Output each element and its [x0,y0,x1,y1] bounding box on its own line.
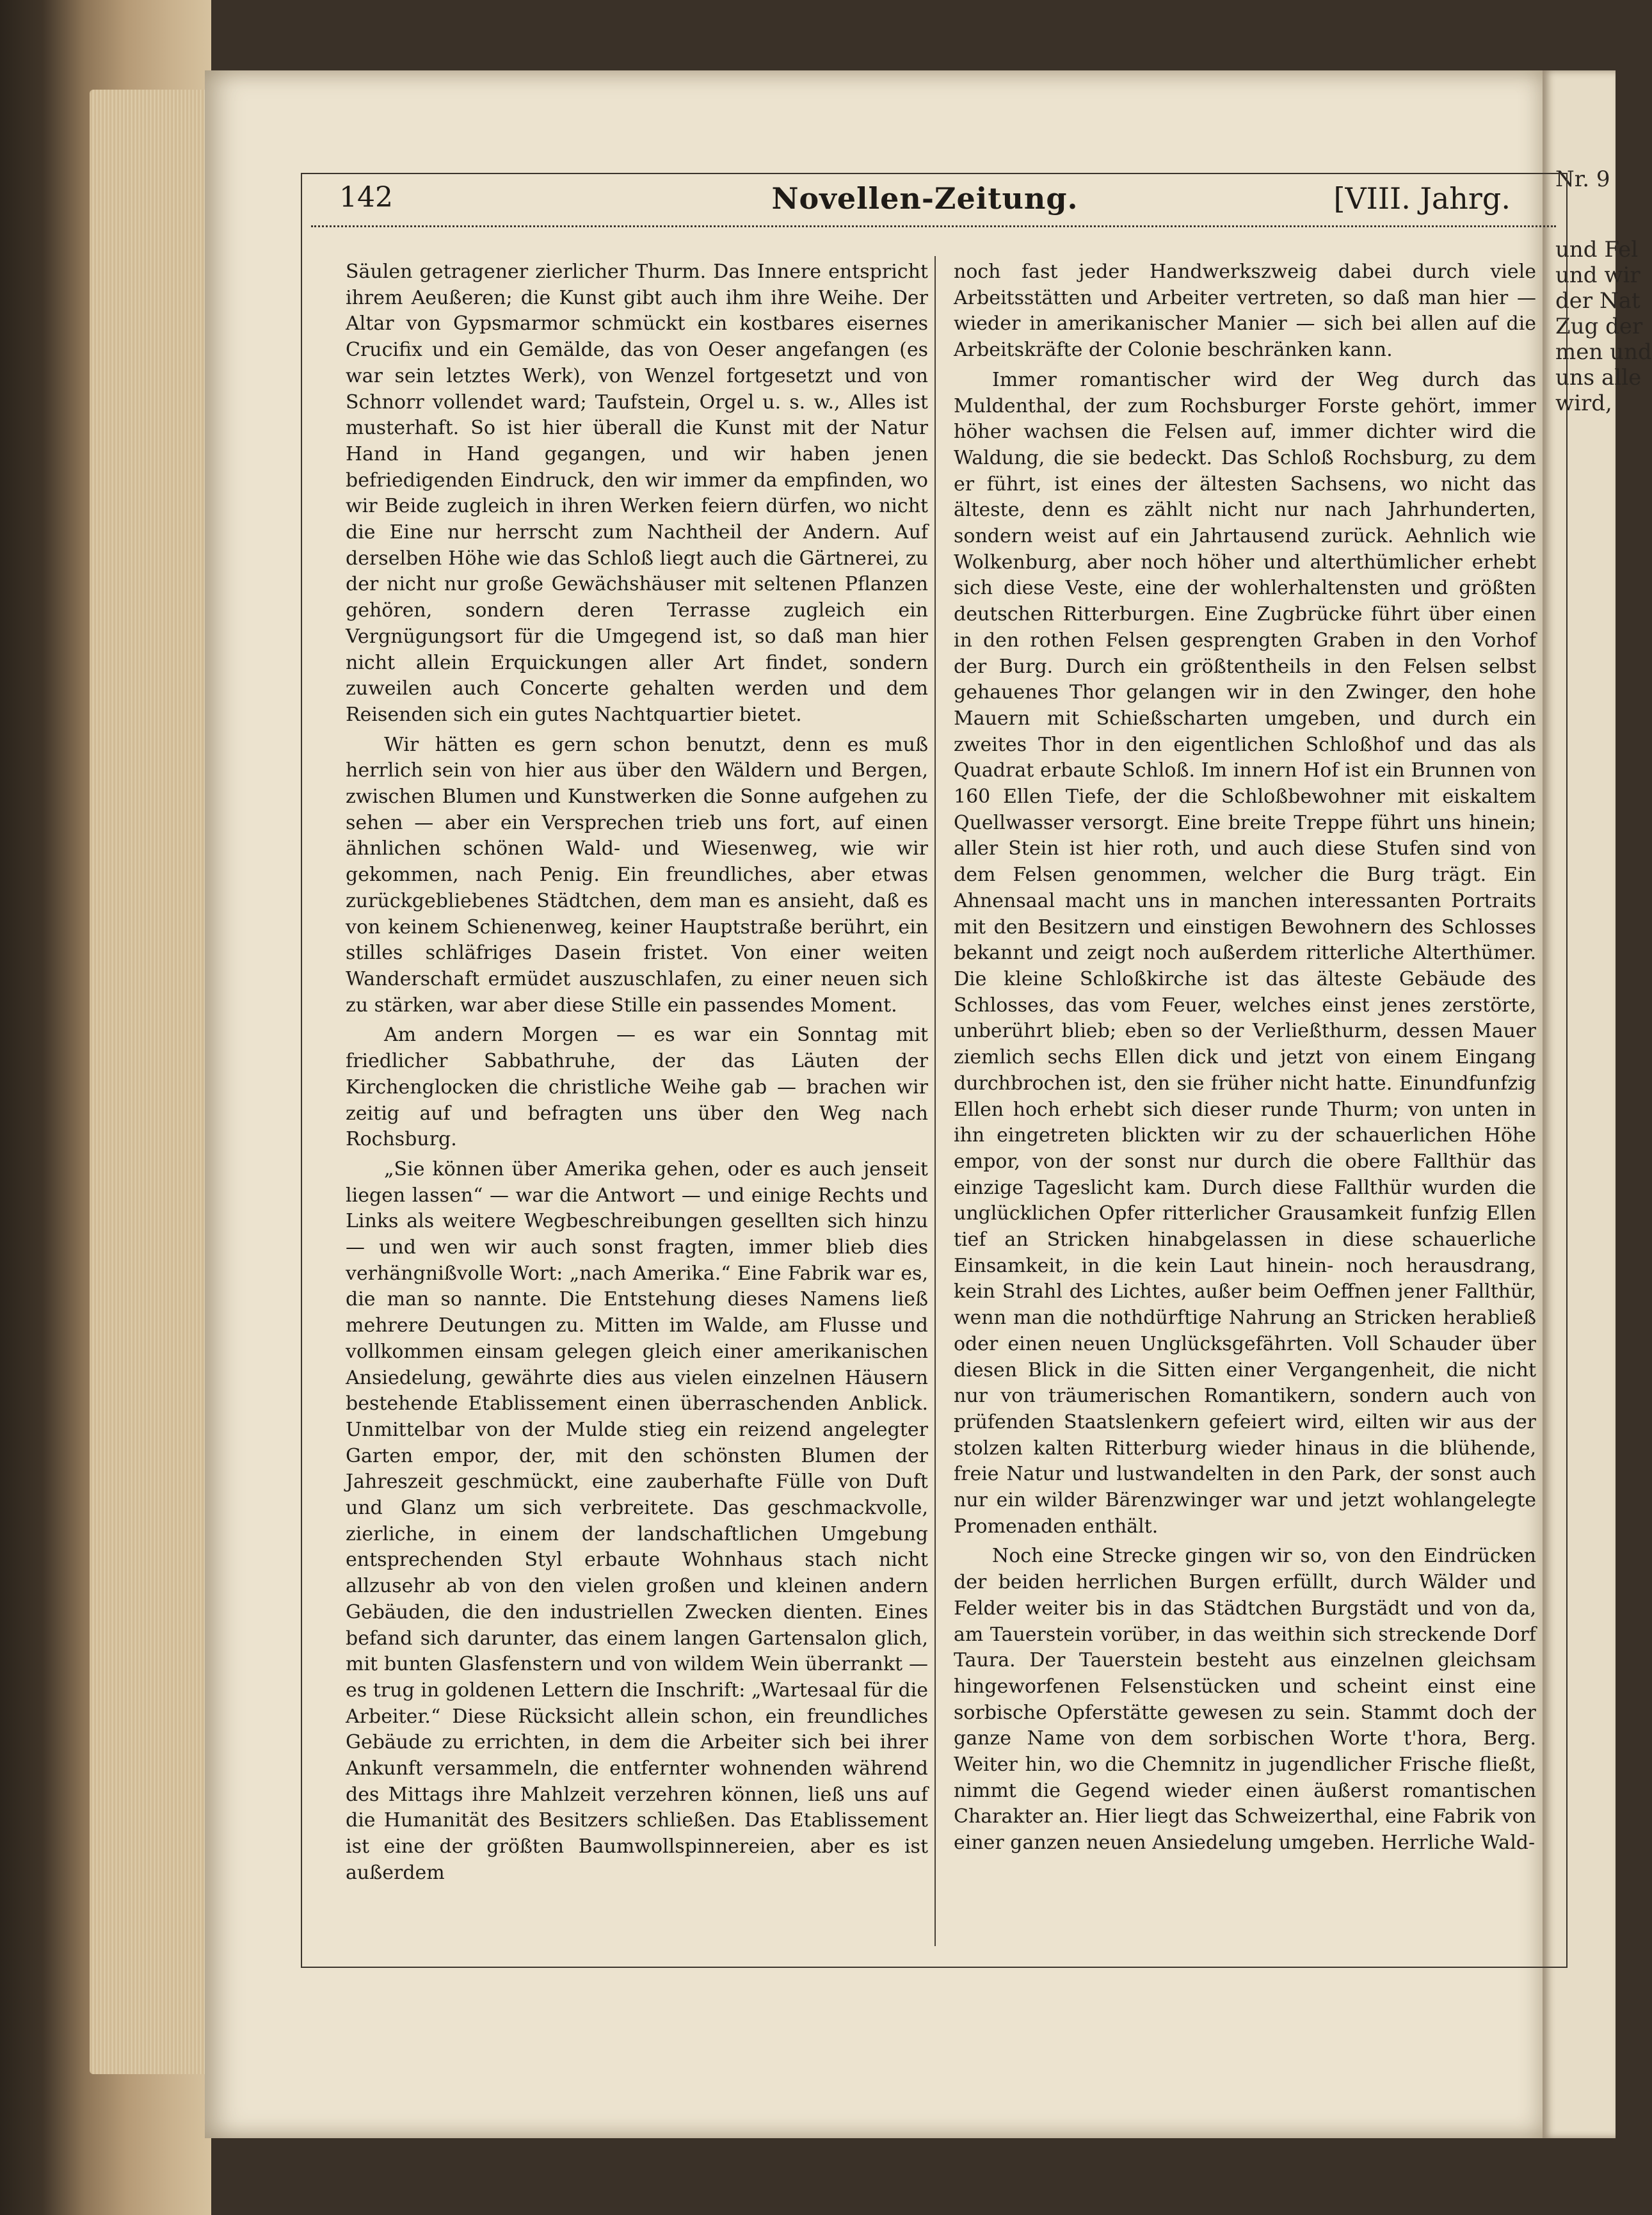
paragraph: „Sie können über Amerika gehen, oder es auch jenseit liegen lassen“ — war die Antwort — und einige Rechts und Links als weitere Wegbeschreibungen gesellten sich hinzu — und wen wir auch sonst fragten, immer blieb dies verhängnißvolle Wort: „nach Amerika.“ Eine Fabrik war es, die man so nannte. Die Entstehung dieses Namens ließ mehrere Deutungen zu. Mitten im Walde, am Flusse und vollkommen einsam gelegen gleich einer amerikanischen Ansiedelung, gewährte dies aus vielen einzelnen Häusern bestehende Etablissement einen überraschenden Anblick. Unmittelbar von der Mulde stieg ein reizend angelegter Garten empor, der, mit den schönsten Blumen der Jahreszeit geschmückt, eine zauberhafte Fülle von Duft und Glanz um sich verbreitete. Das geschmackvolle, zierliche, in einem der landschaftlichen Umgebung entsprechenden Styl erbaute Wohnhaus stach nicht allzusehr ab von den vielen großen und kleinen andern Gebäuden, die den industriellen Zwecken dienten. Eines befand sich darunter, das einem langen Gartensalon glich, mit bunten Glasfenstern und von wildem Wein überrankt — es trug in goldenen Lettern die Inschrift: „Wartesaal für die Arbeiter.“ Diese Rücksicht allein schon, ein freundliches Gebäude zu errichten, in dem die Arbeiter sich bei ihrer Ankunft versammeln, die entfernter wohnenden während des Mittags ihre Mahlzeit verzehren können, ließ uns auf die Humanität des Besitzers schließen. Das Etablissement ist eine der größten Baumwollspinnereien, aber es ist außerdem [346,1157,928,1884]
next-page-fragment: und Fel [1555,237,1639,262]
next-page-fragment: Zug der [1555,314,1643,339]
left-column [346,259,928,1890]
next-page-fragment: men und [1555,339,1652,365]
next-page-fragment: der Nat [1555,288,1640,314]
next-page-fragment: Nr. 9 [1555,166,1610,192]
column-divider [934,256,936,1946]
right-column [954,259,1536,1860]
paragraph: noch fast jeder Handwerkszweig dabei durch viele Arbeitsstätten und Arbeiter vertreten, so daß man hier — wieder in amerikanischer Manier — sich bei allen auf die Arbeitskräfte der Colonie beschränken kann. [954,261,1536,362]
next-page-fragment: und wir [1555,262,1640,288]
journal-title: Novellen-Zeitung. [771,181,1079,216]
paragraph: Wir hätten es gern schon benutzt, denn es muß herrlich sein von hier aus über den Wäldern und Bergen, zwischen Blumen und Kunstwerken die Sonne aufgehen zu sehen — aber ein Versprechen trieb uns fort, auf einen ähnlichen schönen Wald- und Wiesenweg, wie wir gekommen, nach Penig. Ein freundliches, aber etwas zurückgebliebenes Städtchen, dem man es ansieht, daß es von keinem Schienenweg, keiner Hauptstraße berührt, ein stilles schläfriges Dasein fristet. Von einer weiten Wanderschaft ermüdet auszuschlafen, zu einer neuen sich zu stärken, war aber diese Stille ein passendes Moment. [346,733,928,1017]
paragraph: Noch eine Strecke gingen wir so, von den Eindrücken der beiden herrlichen Burgen erfüllt, durch Wälder und Felder weiter bis in das Städtchen Burgstädt und von da, am Tauerstein vorüber, in das weithin sich streckende Dorf Taura. Der Tauerstein besteht aus einzelnen gleichsam hingeworfenen Felsenstücken und scheint einst eine sorbische Opferstätte gewesen zu sein. Stammt doch der ganze Name von dem sorbischen Worte t'hora, Berg. Weiter hin, wo die Chemnitz in jugendlicher Frische fließt, nimmt die Gegend wieder einen äußerst romantischen Charakter an. Hier liegt das Schweizerthal, eine Fabrik von einer ganzen neuen Ansiedelung umgeben. Herrliche Wald- [954,1545,1536,1855]
paragraph: Am andern Morgen — es war ein Sonntag mit friedlicher Sabbathruhe, der das Läuten der Kirchenglocken die christliche Weihe gab — brachen wir zeitig auf und befragten uns über den Weg nach Rochsburg. [346,1024,928,1151]
paragraph: Immer romantischer wird der Weg durch das Muldenthal, der zum Rochsburger Forste gehört, immer höher wachsen die Felsen auf, immer dichter wird die Waldung, die sie bedeckt. Das Schloß Rochsburg, zu dem er führt, ist eines der ältesten Sachsens, wo nicht das älteste, denn es zählt nicht nur nach Jahrhunderten, sondern weist auf ein Jahrtausend zurück. Aehnlich wie Wolkenburg, aber noch höher und alterthümlicher erhebt sich diese Veste, eine der wohlerhaltensten und größten deutschen Ritterburgen. Eine Zugbrücke führt über einen in den rothen Felsen gesprengten Graben in den Vorhof der Burg. Durch ein größtentheils in den Felsen selbst gehauenes Thor gelangen wir in den Zwinger, den hohe Mauern mit Schießscharten umgeben, und durch ein zweites Thor in den eigentlichen Schloßhof und das als Quadrat erbaute Schloß. Im innern Hof ist ein Brunnen von 160 Ellen Tiefe, der die Schloßbewohner mit eiskaltem Quellwasser versorgt. Eine breite Treppe führt uns hinein; aller Stein ist hier roth, und auch diese Stufen sind von dem Felsen genommen, welcher die Burg trägt. Ein Ahnensaal macht uns in manchen interessanten Portraits mit den Besitzern und einstigen Bewohnern des Schlosses bekannt und zeigt noch außerdem ritterliche Alterthümer. Die kleine Schloßkirche ist das älteste Gebäude des Schlosses, das vom Feuer, welches einst jenes zerstörte, unberührt blieb; eben so der Verließthurm, dessen Mauer ziemlich sechs Ellen dick und jetzt von einem Eingang durchbrochen ist, den sie früher nicht hatte. Einundfunfzig Ellen hoch erhebt sich dieser runde Thurm; von unten in ihn eingetreten blickten wir zu der schauerlichen Höhe empor, von der sonst nur durch die obere Fallthür das einzige Tageslicht kam. Durch diese Fallthür wurden die unglücklichen Opfer ritterlicher Grausamkeit funfzig Ellen tief an Stricken hinabgelassen in diese schauerliche Einsamkeit, in die kein Laut hinein- noch herausdrang, kein Strahl des Lichtes, außer beim Oeffnen jener Fallthür, wenn man die nothdürftige Nahrung an Stricken herabließ oder einen neuen Unglücksgefährten. Voll Schauder über diesen Blick in die Sitten einer Vergangenheit, die nicht nur von träumerischen Romantikern, sondern auch von prüfenden Staatslenkern gefeiert wird, eilten wir aus der stolzen kalten Ritterburg wieder hinaus in die blühende, freie Natur und lustwandelten in den Park, der sonst auch nur ein wilder Bärenzwinger war und jetzt wohlangelegte Promenaden enthält. [954,368,1536,1538]
next-page-fragment: wird, [1555,391,1612,416]
page-edge-stack [90,90,211,2074]
running-header [339,181,1511,220]
paragraph: Säulen getragener zierlicher Thurm. Das Innere entspricht ihrem Aeußeren; die Kunst gibt auch ihm ihre Weihe. Der Altar von Gypsmarmor schmückt ein kostbares eisernes Crucifix und ein Gemälde, das von Oeser angefangen (es war sein letztes Werk), von Wenzel fortgesetzt und von Schnorr vollendet ward; Taufstein, Orgel u. s. w., Alles ist musterhaft. So ist hier überall die Kunst mit der Natur Hand in Hand gegangen, und wir haben jenen befriedigenden Eindruck, den wir immer da empfinden, wo wir Beide zugleich in ihren Werken feiern dürfen, wo nicht die Eine nur herrscht zum Nachtheil der Andern. Auf derselben Höhe wie das Schloß liegt auch die Gärtnerei, zu der nicht nur große Gewächshäuser mit seltenen Pflanzen gehören, sondern deren Terrasse zugleich ein Vergnügungsort für die Umgegend ist, so daß man hier nicht allein Erquickungen aller Art findet, sondern zuweilen auch Concerte gehalten werden und dem Reisenden sich ein gutes Nachtquartier bietet. [346,261,928,726]
page-number: 142 [339,181,393,214]
volume-label: [VIII. Jahrg. [1333,181,1511,216]
next-page-fragment: uns alle [1555,365,1642,391]
header-rule [311,225,1556,227]
